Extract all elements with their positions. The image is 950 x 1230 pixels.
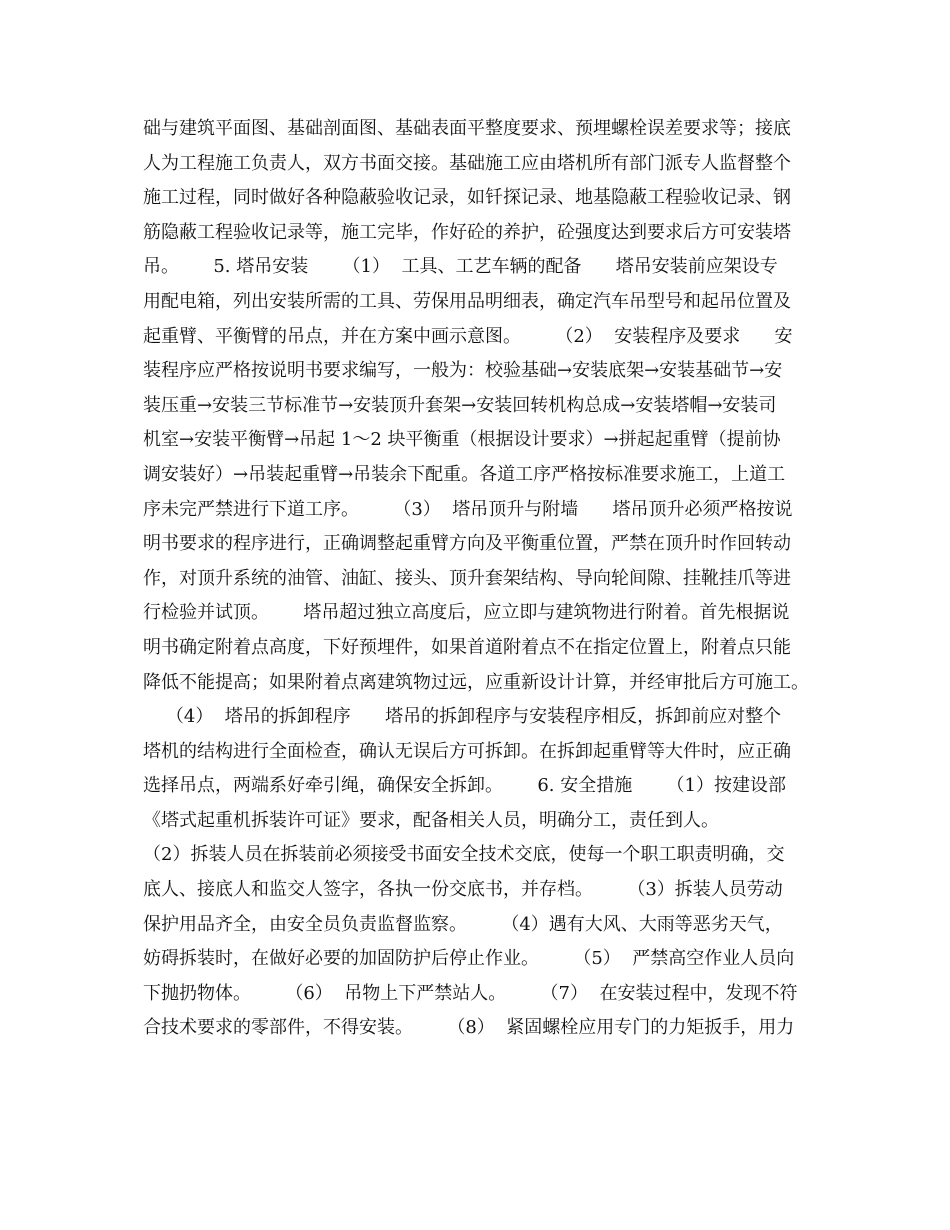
body-text	[143, 112, 823, 1046]
text-line: （2）拆装人员在拆装前必须接受书面安全技术交底，使每一个职工职责明确，交	[143, 844, 785, 866]
text-line: 选择吊点，两端系好牵引绳，确保安全拆卸。 6. 安全措施 （1）按建设部	[143, 775, 787, 797]
text-line: 用配电箱，列出安装所需的工具、劳保用品明细表，确定汽车吊型号和起吊位置及	[143, 290, 791, 312]
text-line: 吊。 5. 塔吊安装 （1） 工具、工艺车辆的配备 塔吊安装前应架设专	[143, 256, 778, 278]
text-line: 起重臂、平衡臂的吊点，并在方案中画示意图。 （2） 安装程序及要求 安	[143, 325, 793, 347]
text-line: 人为工程施工负责人，双方书面交接。基础施工应由塔机所有部门派专人监督整个	[143, 152, 791, 174]
text-line: 施工过程，同时做好各种隐蔽验收记录，如钎探记录、地基隐蔽工程验收记录、钢	[143, 187, 791, 209]
text-line: 作，对顶升系统的油管、油缸、接头、顶升套架结构、导向轮间隙、挂靴挂爪等进	[143, 567, 791, 589]
text-line: 序未完严禁进行下道工序。 （3） 塔吊顶升与附墙 塔吊顶升必须严格按说	[143, 498, 793, 520]
text-line: 明书确定附着点高度，下好预埋件，如果首道附着点不在指定位置上，附着点只能	[143, 636, 791, 658]
text-line: 调安装好）→吊装起重臂→吊装余下配重。各道工序严格按标准要求施工，上道工	[143, 463, 786, 485]
text-line: 明书要求的程序进行，正确调整起重臂方向及平衡重位置，严禁在顶升时作回转动	[143, 533, 791, 555]
text-line: 装压重→安装三节标准节→安装顶升套架→安装回转机构总成→安装塔帽→安装司	[143, 394, 777, 416]
text-line: 行检验并试顶。 塔吊超过独立高度后，应立即与建筑物进行附着。首先根据说	[143, 602, 790, 624]
text-line: 《塔式起重机拆装许可证》要求，配备相关人员，明确分工，责任到人。	[143, 809, 719, 831]
text-line: （4） 塔吊的拆卸程序 塔吊的拆卸程序与安装程序相反，拆卸前应对整个	[143, 706, 782, 728]
text-line: 合技术要求的零部件，不得安装。 （8） 紧固螺栓应用专门的力矩扳手，用力	[143, 1017, 795, 1039]
text-line: 妨碍拆装时，在做好必要的加固防护后停止作业。 （5） 严禁高空作业人员向	[143, 948, 795, 970]
text-line: 机室→安装平衡臂→吊起 1～2 块平衡重（根据设计要求）→拼起起重臂（提前协	[143, 429, 781, 451]
text-line: 保护用品齐全，由安全员负责监督监察。 （4）遇有大风、大雨等恶劣天气，	[143, 913, 783, 935]
text-line: 筋隐蔽工程验收记录等，施工完毕，作好砼的养护，砼强度达到要求后方可安装塔	[143, 221, 791, 243]
text-line: 础与建筑平面图、基础剖面图、基础表面平整度要求、预埋螺栓误差要求等；接底	[143, 118, 791, 139]
text-line: 降低不能提高；如果附着点离建筑物过远，应重新设计计算，并经审批后方可施工。	[143, 671, 809, 693]
text-line: 下抛扔物体。 （6） 吊物上下严禁站人。 （7） 在安装过程中，发现不符	[143, 982, 798, 1004]
text-line: 塔机的结构进行全面检查，确认无误后方可拆卸。在拆卸起重臂等大件时，应正确	[143, 740, 791, 762]
text-line: 底人、接底人和监交人签字，各执一份交底书，并存档。 （3）拆装人员劳动	[143, 879, 783, 901]
text-line: 装程序应严格按说明书要求编写，一般为：校验基础→安装底架→安装基础节→安	[143, 360, 783, 382]
